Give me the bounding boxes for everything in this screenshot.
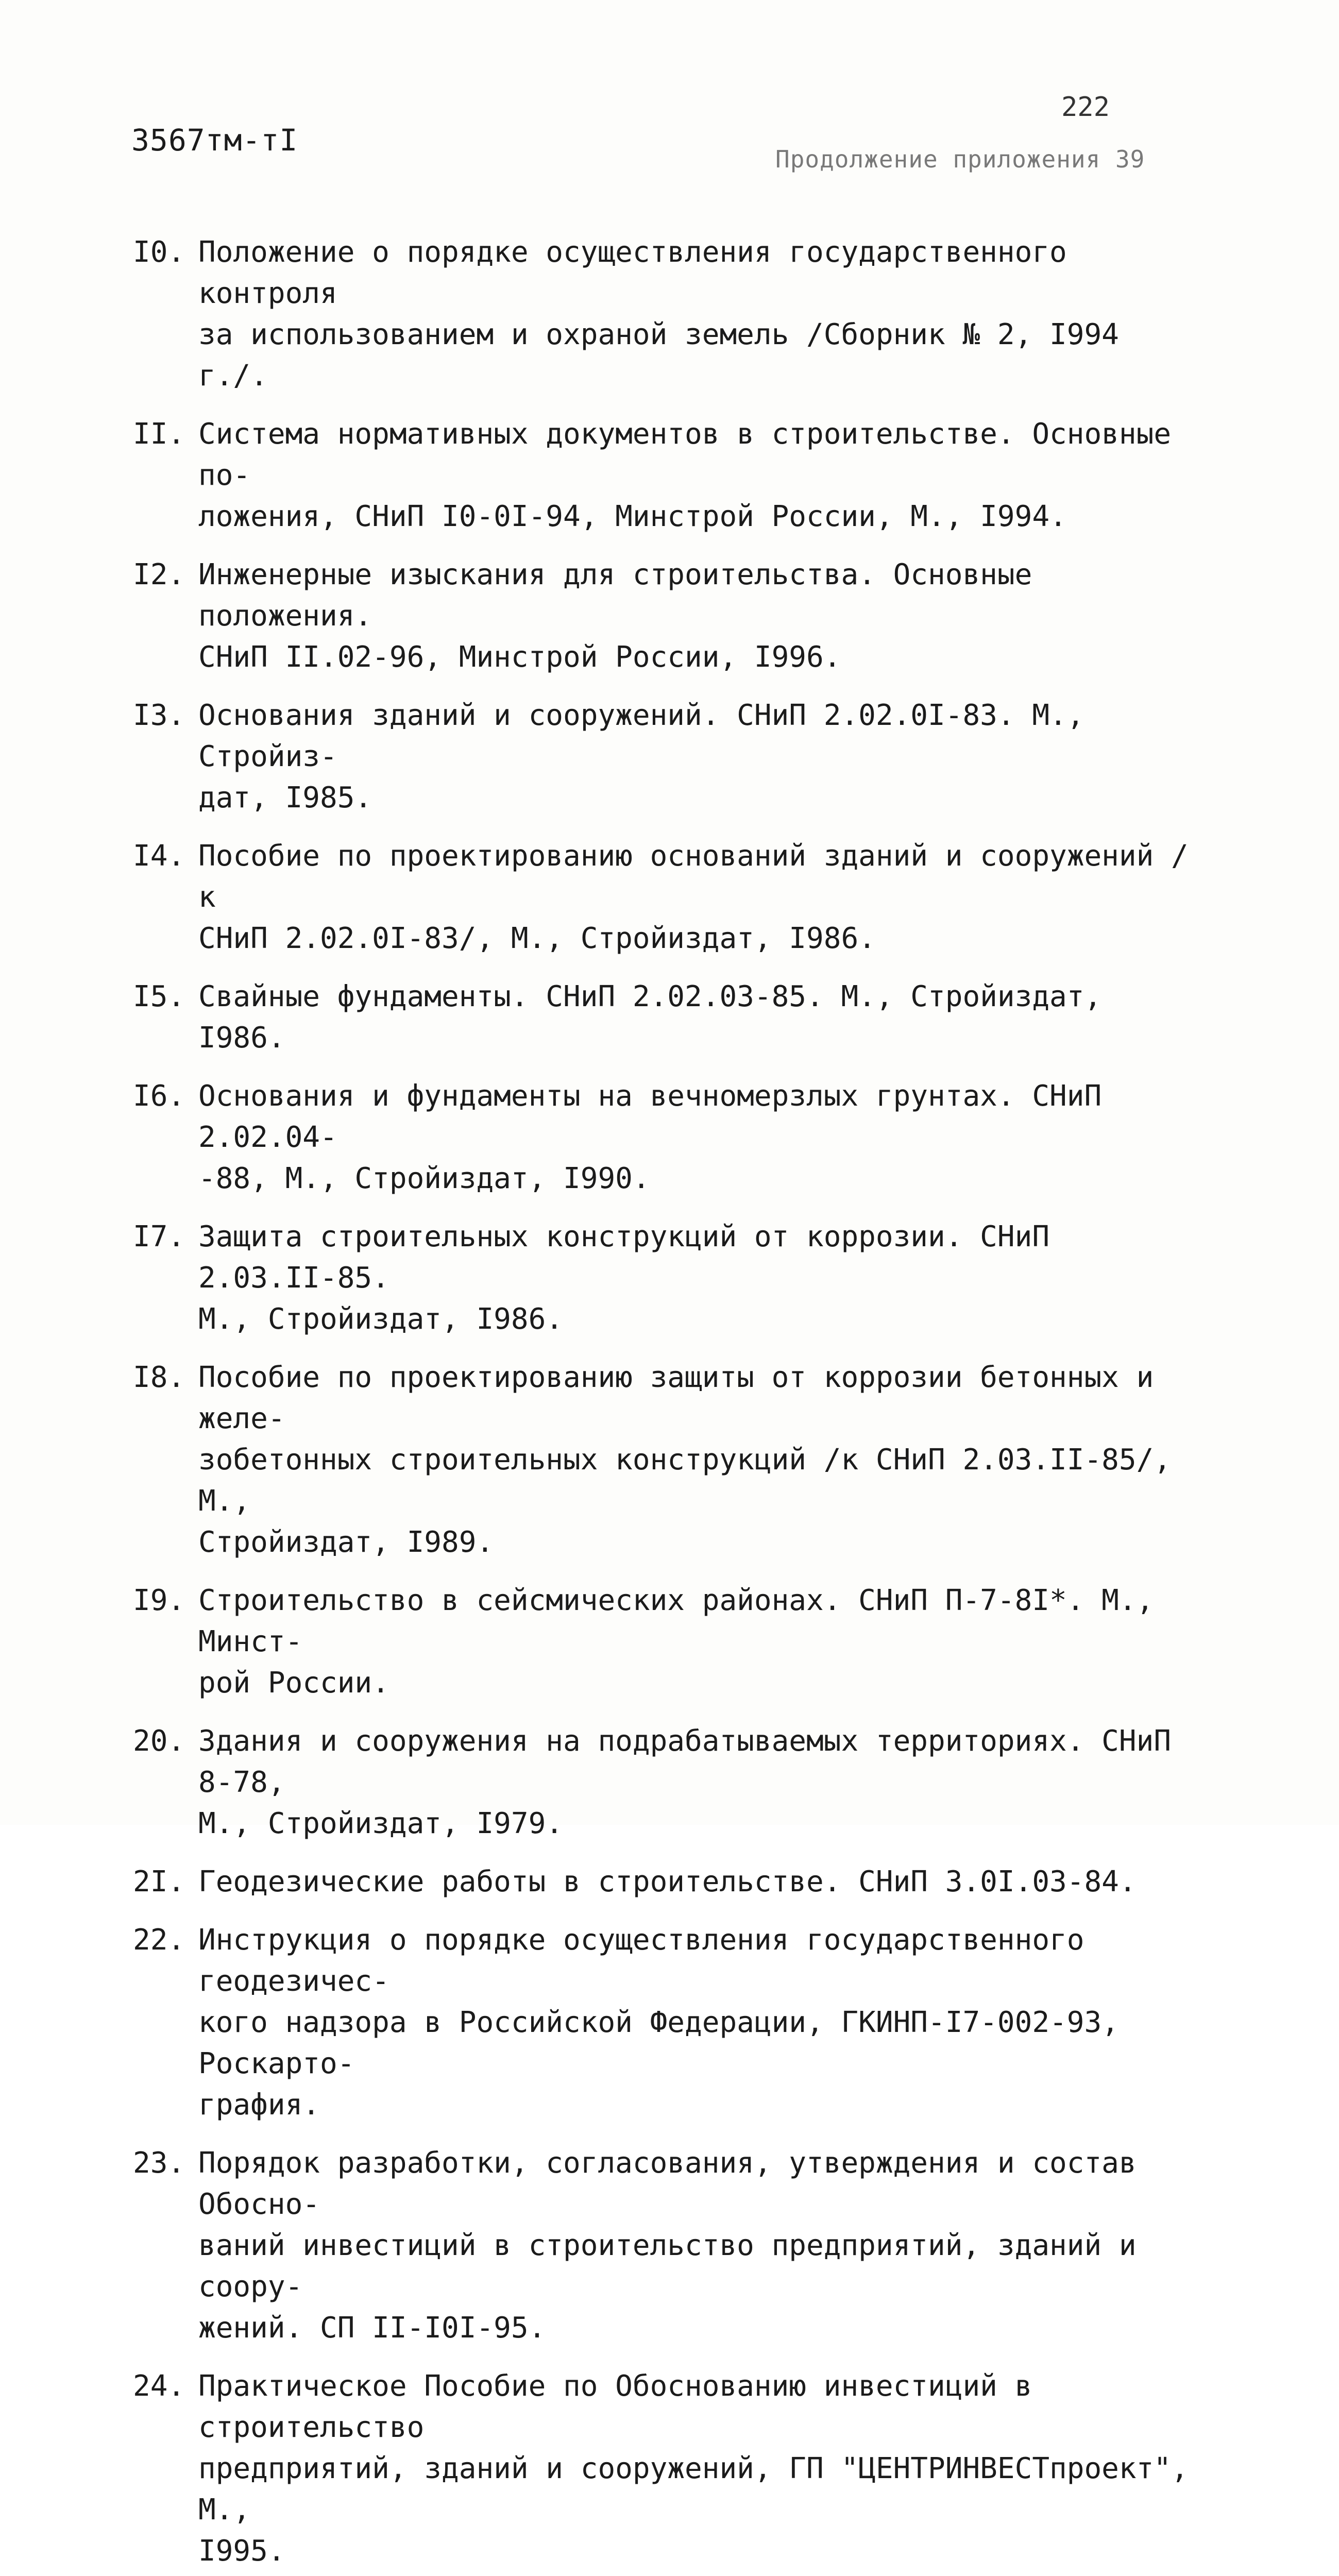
reference-text: Защита строительных конструкций от коррозии. СНиП 2.03.II-85. М., Стройиздат, I986. — [198, 1220, 1050, 1336]
reference-text: Практическое Пособие по Обоснованию инвестиций в строительство предприятий, зданий и сооружений, ГП "ЦЕНТРИНВЕСТпроект", М., I995. — [198, 2369, 1189, 2568]
appendix-continuation-note: Продолжение приложения 39 — [775, 145, 1145, 173]
reference-text: Инструкция о порядке осуществления государственного геодезичес- кого надзора в Российской Федерации, ГКИНП-I7-002-93, Роскарто- графия. — [198, 1923, 1119, 2122]
reference-number: I7. — [133, 1220, 185, 1253]
reference-number: I0. — [133, 235, 185, 269]
page-number: 222 — [1061, 92, 1110, 123]
reference-number: 22. — [133, 1923, 185, 1957]
reference-number: I4. — [133, 839, 185, 873]
reference-text: Строительство в сейсмических районах. СНиП П-7-8I*. М., Минст- рой России. — [198, 1584, 1154, 1700]
reference-number: II. — [133, 417, 185, 451]
reference-item — [133, 695, 1194, 819]
reference-text: Пособие по проектированию защиты от коррозии бетонных и желе- зобетонных строительных конструкций /к СНиП 2.03.II-85/, М., Стройиздат, I989. — [198, 1361, 1172, 1559]
reference-text: Свайные фундаменты. СНиП 2.02.03-85. М., Стройиздат, I986. — [198, 980, 1119, 1055]
reference-text: Положение о порядке осуществления государственного контроля за использованием и охраной земель /Сборник № 2, I994 г./. — [198, 235, 1119, 393]
reference-text: Геодезические работы в строительстве. СНиП 3.0I.03-84. — [198, 1865, 1137, 1899]
reference-number: 23. — [133, 2146, 185, 2180]
reference-text: Здания и сооружения на подрабатываемых территориях. СНиП 8-78, М., Стройиздат, I979. — [198, 1724, 1172, 1840]
reference-list — [133, 232, 1194, 2576]
reference-number: I6. — [133, 1079, 185, 1113]
reference-item — [133, 1076, 1194, 1199]
reference-text: Порядок разработки, согласования, утверждения и состав Обосно- ваний инвестиций в строительство предприятий, зданий и соору- жений. СП II-I0I-95. — [198, 2146, 1137, 2345]
reference-item — [133, 1216, 1194, 1340]
reference-item — [133, 414, 1194, 537]
reference-item — [133, 1861, 1194, 1903]
reference-number: I9. — [133, 1584, 185, 1617]
reference-item — [133, 976, 1194, 1059]
reference-text: Основания зданий и сооружений. СНиП 2.02.0I-83. М., Стройиз- дат, I985. — [198, 699, 1084, 815]
reference-item — [133, 232, 1194, 397]
reference-number: I8. — [133, 1361, 185, 1394]
document-code: 3567тм-тI — [131, 123, 298, 158]
reference-item — [133, 1357, 1194, 1563]
reference-number: I5. — [133, 980, 185, 1013]
reference-number: 20. — [133, 1724, 185, 1758]
reference-text: Система нормативных документов в строительстве. Основные по- ложения, СНиП I0-0I-94, Минстрой России, М., I994. — [198, 417, 1172, 533]
reference-text: Инженерные изыскания для строительства. Основные положения. СНиП II.02-96, Минстрой России, I996. — [198, 558, 1032, 674]
reference-item — [133, 1920, 1194, 2126]
reference-item — [133, 1721, 1194, 1844]
reference-number: 24. — [133, 2369, 185, 2403]
reference-item — [133, 2366, 1194, 2572]
reference-item — [133, 836, 1194, 959]
reference-item — [133, 2143, 1194, 2349]
reference-text: Пособие по проектированию оснований зданий и сооружений /к СНиП 2.02.0I-83/, М., Стройиздат, I986. — [198, 839, 1189, 955]
reference-number: 2I. — [133, 1865, 185, 1899]
reference-text: Основания и фундаменты на вечномерзлых грунтах. СНиП 2.02.04- -88, М., Стройиздат, I990. — [198, 1079, 1102, 1195]
reference-item — [133, 1580, 1194, 1704]
reference-item — [133, 554, 1194, 678]
reference-number: I3. — [133, 699, 185, 732]
reference-number: I2. — [133, 558, 185, 591]
